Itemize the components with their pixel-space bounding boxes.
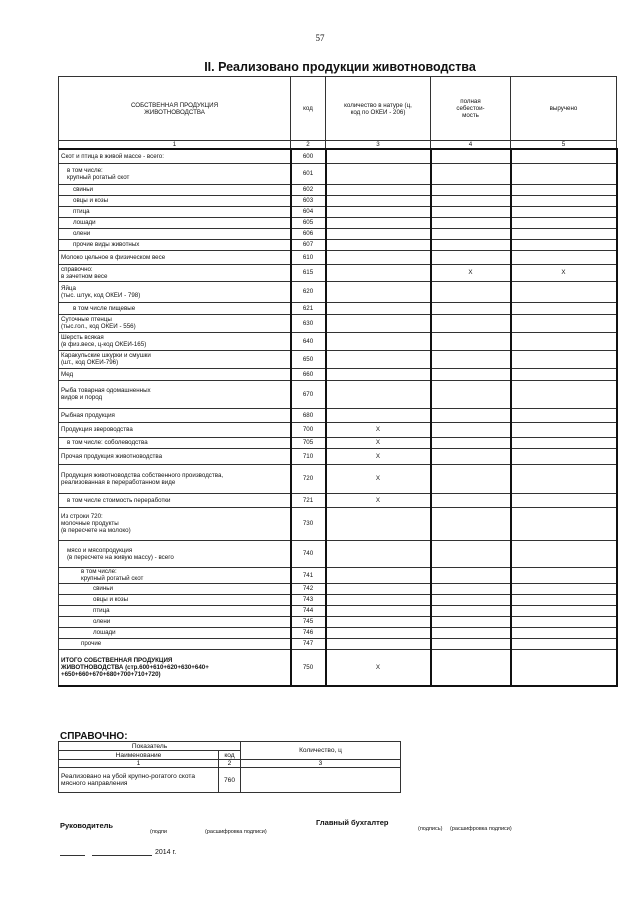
table-row	[59, 228, 617, 239]
table-header-row	[59, 77, 617, 141]
row-code: 650	[291, 350, 326, 368]
table-row	[59, 350, 617, 368]
row-code: 742	[291, 583, 326, 594]
row-cost[interactable]	[431, 206, 511, 217]
row-revenue[interactable]	[511, 250, 617, 264]
row-cost[interactable]	[431, 195, 511, 206]
row-cost[interactable]	[431, 239, 511, 250]
row-revenue[interactable]	[511, 206, 617, 217]
row-code: 604	[291, 206, 326, 217]
row-revenue[interactable]	[511, 314, 617, 332]
row-cost[interactable]	[431, 583, 511, 594]
row-quantity[interactable]	[326, 281, 431, 302]
col-num-5: 5	[511, 141, 617, 150]
row-quantity[interactable]	[326, 616, 431, 627]
row-cost[interactable]	[431, 408, 511, 422]
table-row	[59, 605, 617, 616]
table-row	[59, 206, 617, 217]
ref-num-2: 2	[219, 760, 241, 768]
row-code: 605	[291, 217, 326, 228]
row-name: лошади	[59, 217, 291, 228]
row-cost[interactable]	[431, 332, 511, 350]
row-revenue[interactable]	[511, 540, 617, 567]
row-quantity[interactable]	[326, 627, 431, 638]
row-name: лошади	[59, 627, 291, 638]
row-cost[interactable]	[431, 163, 511, 184]
row-name: Яйца (тыс. штук, код ОКЕИ - 798)	[59, 281, 291, 302]
ref-num-1: 1	[59, 760, 219, 768]
row-cost[interactable]	[431, 616, 511, 627]
row-cost[interactable]	[431, 422, 511, 437]
row-revenue[interactable]	[511, 163, 617, 184]
table-row	[59, 184, 617, 195]
row-cost[interactable]	[431, 464, 511, 493]
row-code: 621	[291, 302, 326, 314]
section-title: II. Реализовано продукции животноводства	[204, 60, 476, 74]
row-code: 660	[291, 368, 326, 380]
row-name: ИТОГО СОБСТВЕННАЯ ПРОДУКЦИЯ ЖИВОТНОВОДСТВА (стр.600+610+620+630+640+ +650+660+670+680+700+710+720)	[59, 649, 291, 686]
column-numbers-row	[59, 141, 617, 150]
header-cost: полная себестои-мость	[431, 77, 511, 141]
row-code: 603	[291, 195, 326, 206]
row-code: 747	[291, 638, 326, 649]
table-row	[59, 448, 617, 464]
row-quantity[interactable]	[326, 206, 431, 217]
row-quantity[interactable]	[326, 217, 431, 228]
table-row	[59, 380, 617, 408]
ref-indicator-header: Показатель	[59, 742, 241, 751]
table-row	[59, 507, 617, 540]
row-code: 721	[291, 493, 326, 507]
row-name: Молоко цельное в физическом весе	[59, 250, 291, 264]
table-row	[59, 408, 617, 422]
row-revenue[interactable]	[511, 332, 617, 350]
row-revenue[interactable]	[511, 464, 617, 493]
ref-row-qty[interactable]	[241, 768, 401, 793]
row-revenue[interactable]	[511, 302, 617, 314]
ref-num-3: 3	[241, 760, 401, 768]
date-month-line[interactable]	[92, 855, 152, 856]
row-quantity[interactable]	[326, 380, 431, 408]
row-cost[interactable]	[431, 368, 511, 380]
table-row	[59, 437, 617, 448]
row-name: в том числе пищевые	[59, 302, 291, 314]
row-quantity[interactable]	[326, 314, 431, 332]
row-code: 710	[291, 448, 326, 464]
row-name: Мед	[59, 368, 291, 380]
row-cost[interactable]	[431, 448, 511, 464]
table-row	[59, 649, 617, 686]
row-name: Рыбная продукция	[59, 408, 291, 422]
row-revenue[interactable]	[511, 567, 617, 583]
row-cost[interactable]	[431, 594, 511, 605]
date-year: 2014 г.	[155, 849, 177, 856]
row-cost[interactable]	[431, 507, 511, 540]
row-code: 740	[291, 540, 326, 567]
row-code: 730	[291, 507, 326, 540]
row-code: 746	[291, 627, 326, 638]
row-quantity[interactable]: X	[326, 493, 431, 507]
row-code: 602	[291, 184, 326, 195]
row-revenue[interactable]	[511, 583, 617, 594]
row-name: Из строки 720: молочные продукты (в пересчете на молоко)	[59, 507, 291, 540]
row-name: свиньи	[59, 583, 291, 594]
ref-qty-header: Количество, ц	[241, 742, 401, 760]
row-revenue[interactable]	[511, 507, 617, 540]
row-quantity[interactable]	[326, 540, 431, 567]
row-code: 705	[291, 437, 326, 448]
reference-table	[58, 741, 401, 793]
row-cost[interactable]	[431, 350, 511, 368]
row-quantity[interactable]	[326, 184, 431, 195]
row-name: птица	[59, 206, 291, 217]
table-row	[59, 239, 617, 250]
ref-code-header: код	[219, 751, 241, 760]
row-name: свиньи	[59, 184, 291, 195]
row-cost[interactable]	[431, 228, 511, 239]
col-num-4: 4	[431, 141, 511, 150]
row-quantity[interactable]	[326, 195, 431, 206]
row-name: Каракульские шкурки и смушки (шт., код ОКЕИ-796)	[59, 350, 291, 368]
row-name: Рыба товарная одомашненных видов и пород	[59, 380, 291, 408]
row-code: 606	[291, 228, 326, 239]
row-cost[interactable]	[431, 302, 511, 314]
row-quantity[interactable]	[326, 302, 431, 314]
row-code: 700	[291, 422, 326, 437]
row-quantity[interactable]: X	[326, 464, 431, 493]
table-row	[59, 264, 617, 281]
ref-name-header: Наименование	[59, 751, 219, 760]
row-name: в том числе стоимость переработки	[59, 493, 291, 507]
row-cost[interactable]	[431, 380, 511, 408]
head-sign-caption: (подпи	[150, 829, 168, 835]
table-row	[59, 422, 617, 437]
row-quantity[interactable]	[326, 567, 431, 583]
row-quantity[interactable]	[326, 149, 431, 163]
table-row	[59, 583, 617, 594]
row-cost[interactable]: X	[431, 264, 511, 281]
row-quantity[interactable]: X	[326, 649, 431, 686]
row-code: 610	[291, 250, 326, 264]
reference-title: СПРАВОЧНО:	[60, 731, 128, 742]
row-revenue[interactable]	[511, 184, 617, 195]
table-row	[59, 195, 617, 206]
row-quantity[interactable]	[326, 638, 431, 649]
row-name: прочие	[59, 638, 291, 649]
row-code: 745	[291, 616, 326, 627]
row-name: олени	[59, 616, 291, 627]
row-name: в том числе: крупный рогатый скот	[59, 163, 291, 184]
table-row	[59, 217, 617, 228]
row-cost[interactable]	[431, 184, 511, 195]
row-revenue[interactable]	[511, 605, 617, 616]
table-row	[59, 314, 617, 332]
ref-row-name: Реализовано на убой крупно-рогатого скота мясного направления	[59, 768, 219, 793]
table-row	[59, 567, 617, 583]
row-name: справочно: в зачетном весе	[59, 264, 291, 281]
row-cost[interactable]	[431, 567, 511, 583]
row-code: 741	[291, 567, 326, 583]
table-row	[59, 302, 617, 314]
row-quantity[interactable]	[326, 228, 431, 239]
accountant-label: Главный бухгалтер	[316, 818, 389, 827]
row-code: 743	[291, 594, 326, 605]
row-revenue[interactable]: X	[511, 264, 617, 281]
row-name: в том числе: соболеводства	[59, 437, 291, 448]
row-revenue[interactable]	[511, 594, 617, 605]
row-name: Суточные птенцы (тыс.гол., код ОКЕИ - 556)	[59, 314, 291, 332]
row-cost[interactable]	[431, 493, 511, 507]
row-revenue[interactable]	[511, 149, 617, 163]
row-revenue[interactable]	[511, 281, 617, 302]
row-revenue[interactable]	[511, 408, 617, 422]
table-row	[59, 163, 617, 184]
header-revenue: выручено	[511, 77, 617, 141]
table-row	[59, 368, 617, 380]
row-cost[interactable]	[431, 605, 511, 616]
row-name: Скот и птица в живой массе - всего:	[59, 149, 291, 163]
row-quantity[interactable]	[326, 583, 431, 594]
table-row	[59, 281, 617, 302]
row-cost[interactable]	[431, 437, 511, 448]
row-quantity[interactable]	[326, 239, 431, 250]
row-name: Продукция звероводства	[59, 422, 291, 437]
row-quantity[interactable]	[326, 250, 431, 264]
row-quantity[interactable]	[326, 368, 431, 380]
row-cost[interactable]	[431, 250, 511, 264]
row-cost[interactable]	[431, 281, 511, 302]
row-revenue[interactable]	[511, 195, 617, 206]
table-row	[59, 493, 617, 507]
row-cost[interactable]	[431, 627, 511, 638]
date-day-line[interactable]	[60, 855, 85, 856]
row-revenue[interactable]	[511, 217, 617, 228]
row-quantity[interactable]	[326, 507, 431, 540]
header-product: СОБСТВЕННАЯ ПРОДУКЦИЯ ЖИВОТНОВОДСТВА	[59, 77, 291, 141]
head-label: Руководитель	[60, 821, 113, 830]
row-name: Продукция животноводства собственного производства, реализованная в переработанном виде	[59, 464, 291, 493]
row-revenue[interactable]	[511, 493, 617, 507]
row-quantity[interactable]: X	[326, 448, 431, 464]
header-quantity: количество в натуре (ц, код по ОКЕИ - 206)	[326, 77, 431, 141]
table-row	[59, 616, 617, 627]
accountant-sign-caption: (подпись)	[418, 826, 443, 832]
table-row	[59, 149, 617, 163]
row-revenue[interactable]	[511, 239, 617, 250]
row-revenue[interactable]	[511, 380, 617, 408]
row-name: овцы и козы	[59, 594, 291, 605]
row-revenue[interactable]	[511, 422, 617, 437]
table-row	[59, 540, 617, 567]
ref-row-code: 760	[219, 768, 241, 793]
table-row	[59, 250, 617, 264]
row-revenue[interactable]	[511, 627, 617, 638]
row-quantity[interactable]	[326, 605, 431, 616]
livestock-table	[58, 76, 618, 687]
row-cost[interactable]	[431, 149, 511, 163]
page-number: 57	[315, 33, 325, 43]
row-code: 670	[291, 380, 326, 408]
row-name: олени	[59, 228, 291, 239]
row-revenue[interactable]	[511, 228, 617, 239]
accountant-decode-caption: (расшифровка подписи)	[450, 826, 512, 832]
row-cost[interactable]	[431, 649, 511, 686]
table-row	[59, 464, 617, 493]
row-quantity[interactable]: X	[326, 437, 431, 448]
row-quantity[interactable]: X	[326, 422, 431, 437]
row-code: 607	[291, 239, 326, 250]
table-row	[59, 594, 617, 605]
row-name: прочие виды животных	[59, 239, 291, 250]
row-code: 601	[291, 163, 326, 184]
row-quantity[interactable]	[326, 408, 431, 422]
row-quantity[interactable]	[326, 594, 431, 605]
row-revenue[interactable]	[511, 649, 617, 686]
row-cost[interactable]	[431, 638, 511, 649]
row-revenue[interactable]	[511, 368, 617, 380]
row-code: 630	[291, 314, 326, 332]
col-num-1: 1	[59, 141, 291, 150]
table-row	[59, 332, 617, 350]
row-name: Прочая продукция животноводства	[59, 448, 291, 464]
row-name: птица	[59, 605, 291, 616]
col-num-2: 2	[291, 141, 326, 150]
row-quantity[interactable]	[326, 264, 431, 281]
row-quantity[interactable]	[326, 163, 431, 184]
row-code: 640	[291, 332, 326, 350]
row-code: 720	[291, 464, 326, 493]
row-revenue[interactable]	[511, 448, 617, 464]
row-cost[interactable]	[431, 217, 511, 228]
row-name: овцы и козы	[59, 195, 291, 206]
row-code: 600	[291, 149, 326, 163]
row-quantity[interactable]	[326, 332, 431, 350]
row-code: 615	[291, 264, 326, 281]
row-quantity[interactable]	[326, 350, 431, 368]
table-row	[59, 638, 617, 649]
row-cost[interactable]	[431, 314, 511, 332]
row-name: мясо и мясопродукция (в пересчете на живую массу) - всего	[59, 540, 291, 567]
row-name: Шерсть всякая (в физ.весе, ц-код ОКЕИ-165)	[59, 332, 291, 350]
row-code: 744	[291, 605, 326, 616]
row-revenue[interactable]	[511, 638, 617, 649]
row-code: 750	[291, 649, 326, 686]
header-code: код	[291, 77, 326, 141]
row-name: в том числе: крупный рогатый скот	[59, 567, 291, 583]
head-decode-caption: (расшифровка подписи)	[205, 829, 267, 835]
table-row	[59, 627, 617, 638]
row-code: 680	[291, 408, 326, 422]
row-revenue[interactable]	[511, 437, 617, 448]
row-cost[interactable]	[431, 540, 511, 567]
row-code: 620	[291, 281, 326, 302]
row-revenue[interactable]	[511, 350, 617, 368]
row-revenue[interactable]	[511, 616, 617, 627]
col-num-3: 3	[326, 141, 431, 150]
